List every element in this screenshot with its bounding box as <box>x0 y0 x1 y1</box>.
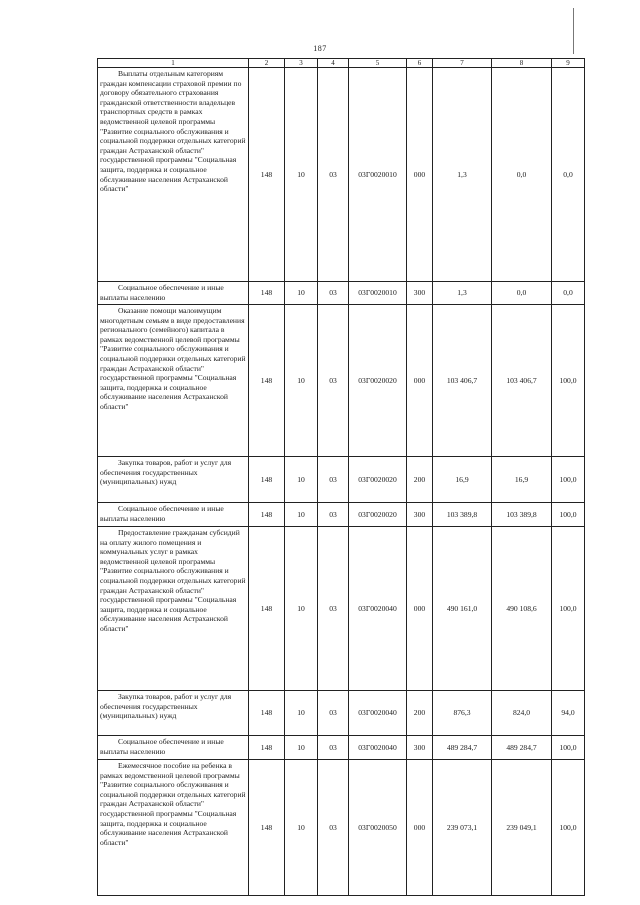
column-number: 4 <box>318 59 349 68</box>
cell-plan: 489 284,7 <box>433 736 492 760</box>
cell-type: 000 <box>407 68 433 282</box>
table-row <box>98 282 585 305</box>
table-row <box>98 457 585 503</box>
cell-fact: 824,0 <box>492 691 552 736</box>
cell-subsection: 03 <box>318 282 349 305</box>
cell-target: 03Г0020010 <box>349 68 407 282</box>
column-number: 9 <box>552 59 585 68</box>
cell-target: 03Г0020040 <box>349 691 407 736</box>
row-name: Оказание помощи малоимущим многодетным семьям в виде предоставления регионального (семейного) капитала в рамках ведомственной целевой программы "Развитие социального обслуживания и социальной поддержки отдельных категорий граждан Астраханской области" государственной программы "Социальная защита, поддержка и социальное обслуживание населения Астраханской области" <box>98 305 249 457</box>
cell-target: 03Г0020040 <box>349 527 407 691</box>
cell-plan: 876,3 <box>433 691 492 736</box>
table-row <box>98 691 585 736</box>
cell-code: 148 <box>249 68 285 282</box>
table-row <box>98 68 585 282</box>
table-row <box>98 305 585 457</box>
cell-percent: 100,0 <box>552 760 585 896</box>
row-name: Социальное обеспечение и иные выплаты населению <box>98 503 249 527</box>
cell-plan: 1,3 <box>433 282 492 305</box>
cell-percent: 94,0 <box>552 691 585 736</box>
cell-plan: 1,3 <box>433 68 492 282</box>
row-name: Закупка товаров, работ и услуг для обеспечения государственных (муниципальных) нужд <box>98 691 249 736</box>
cell-target: 03Г0020040 <box>349 736 407 760</box>
cell-type: 300 <box>407 503 433 527</box>
cell-type: 000 <box>407 305 433 457</box>
cell-percent: 100,0 <box>552 457 585 503</box>
cell-fact: 0,0 <box>492 68 552 282</box>
cell-section: 10 <box>285 760 318 896</box>
cell-type: 300 <box>407 282 433 305</box>
cell-type: 300 <box>407 736 433 760</box>
column-number: 3 <box>285 59 318 68</box>
cell-section: 10 <box>285 68 318 282</box>
cell-section: 10 <box>285 282 318 305</box>
row-name: Закупка товаров, работ и услуг для обеспечения государственных (муниципальных) нужд <box>98 457 249 503</box>
cell-subsection: 03 <box>318 305 349 457</box>
cell-fact: 103 389,8 <box>492 503 552 527</box>
cell-section: 10 <box>285 457 318 503</box>
margin-mark <box>573 8 574 54</box>
column-number: 5 <box>349 59 407 68</box>
table-row <box>98 736 585 760</box>
cell-plan: 103 406,7 <box>433 305 492 457</box>
cell-target: 03Г0020020 <box>349 503 407 527</box>
cell-subsection: 03 <box>318 457 349 503</box>
cell-target: 03Г0020020 <box>349 305 407 457</box>
cell-code: 148 <box>249 457 285 503</box>
cell-percent: 100,0 <box>552 305 585 457</box>
cell-section: 10 <box>285 736 318 760</box>
row-name: Социальное обеспечение и иные выплаты населению <box>98 282 249 305</box>
cell-type: 200 <box>407 457 433 503</box>
cell-type: 000 <box>407 527 433 691</box>
cell-code: 148 <box>249 736 285 760</box>
cell-type: 200 <box>407 691 433 736</box>
cell-subsection: 03 <box>318 760 349 896</box>
cell-code: 148 <box>249 503 285 527</box>
row-name: Ежемесячное пособие на ребенка в рамках ведомственной целевой программы "Развитие социального обслуживания и социальной поддержки отдельных категорий граждан Астраханской области" государственной программы "Социальная защита, поддержка и социальное обслуживание населения Астраханской области" <box>98 760 249 896</box>
column-number: 8 <box>492 59 552 68</box>
cell-subsection: 03 <box>318 68 349 282</box>
cell-code: 148 <box>249 527 285 691</box>
cell-percent: 100,0 <box>552 503 585 527</box>
cell-section: 10 <box>285 305 318 457</box>
cell-fact: 239 049,1 <box>492 760 552 896</box>
cell-percent: 0,0 <box>552 68 585 282</box>
column-number: 7 <box>433 59 492 68</box>
cell-code: 148 <box>249 760 285 896</box>
budget-table <box>97 58 585 896</box>
cell-target: 03Г0020050 <box>349 760 407 896</box>
cell-section: 10 <box>285 503 318 527</box>
cell-plan: 490 161,0 <box>433 527 492 691</box>
cell-subsection: 03 <box>318 503 349 527</box>
cell-percent: 0,0 <box>552 282 585 305</box>
cell-section: 10 <box>285 691 318 736</box>
column-number: 6 <box>407 59 433 68</box>
cell-plan: 103 389,8 <box>433 503 492 527</box>
cell-fact: 16,9 <box>492 457 552 503</box>
table-row <box>98 760 585 896</box>
cell-code: 148 <box>249 691 285 736</box>
cell-subsection: 03 <box>318 527 349 691</box>
cell-plan: 239 073,1 <box>433 760 492 896</box>
row-name: Выплаты отдельным категориям граждан компенсации страховой премии по договору обязательного страхования гражданской ответственности владельцев транспортных средств в рамках ведомственной целевой программы "Развитие социального обслуживания и социальной поддержки отдельных категорий граждан Астраханской области" государственной программы "Социальная защита, поддержка и социальное обслуживание населения Астраханской области" <box>98 68 249 282</box>
column-number: 2 <box>249 59 285 68</box>
cell-target: 03Г0020010 <box>349 282 407 305</box>
cell-fact: 0,0 <box>492 282 552 305</box>
column-number: 1 <box>98 59 249 68</box>
page-number: 187 <box>313 44 327 53</box>
table-row <box>98 503 585 527</box>
cell-subsection: 03 <box>318 691 349 736</box>
cell-subsection: 03 <box>318 736 349 760</box>
cell-percent: 100,0 <box>552 736 585 760</box>
cell-code: 148 <box>249 305 285 457</box>
cell-fact: 489 284,7 <box>492 736 552 760</box>
table-row <box>98 527 585 691</box>
cell-percent: 100,0 <box>552 527 585 691</box>
cell-plan: 16,9 <box>433 457 492 503</box>
cell-fact: 103 406,7 <box>492 305 552 457</box>
cell-type: 000 <box>407 760 433 896</box>
row-name: Социальное обеспечение и иные выплаты населению <box>98 736 249 760</box>
cell-fact: 490 108,6 <box>492 527 552 691</box>
column-number-row <box>98 59 585 68</box>
row-name: Предоставление гражданам субсидий на оплату жилого помещения и коммунальных услуг в рамках ведомственной целевой программы "Развитие социального обслуживания и социальной поддержки отдельных категорий граждан Астраханской области" государственной программы "Социальная защита, поддержка и социальное обслуживание населения Астраханской области" <box>98 527 249 691</box>
cell-code: 148 <box>249 282 285 305</box>
cell-section: 10 <box>285 527 318 691</box>
cell-target: 03Г0020020 <box>349 457 407 503</box>
